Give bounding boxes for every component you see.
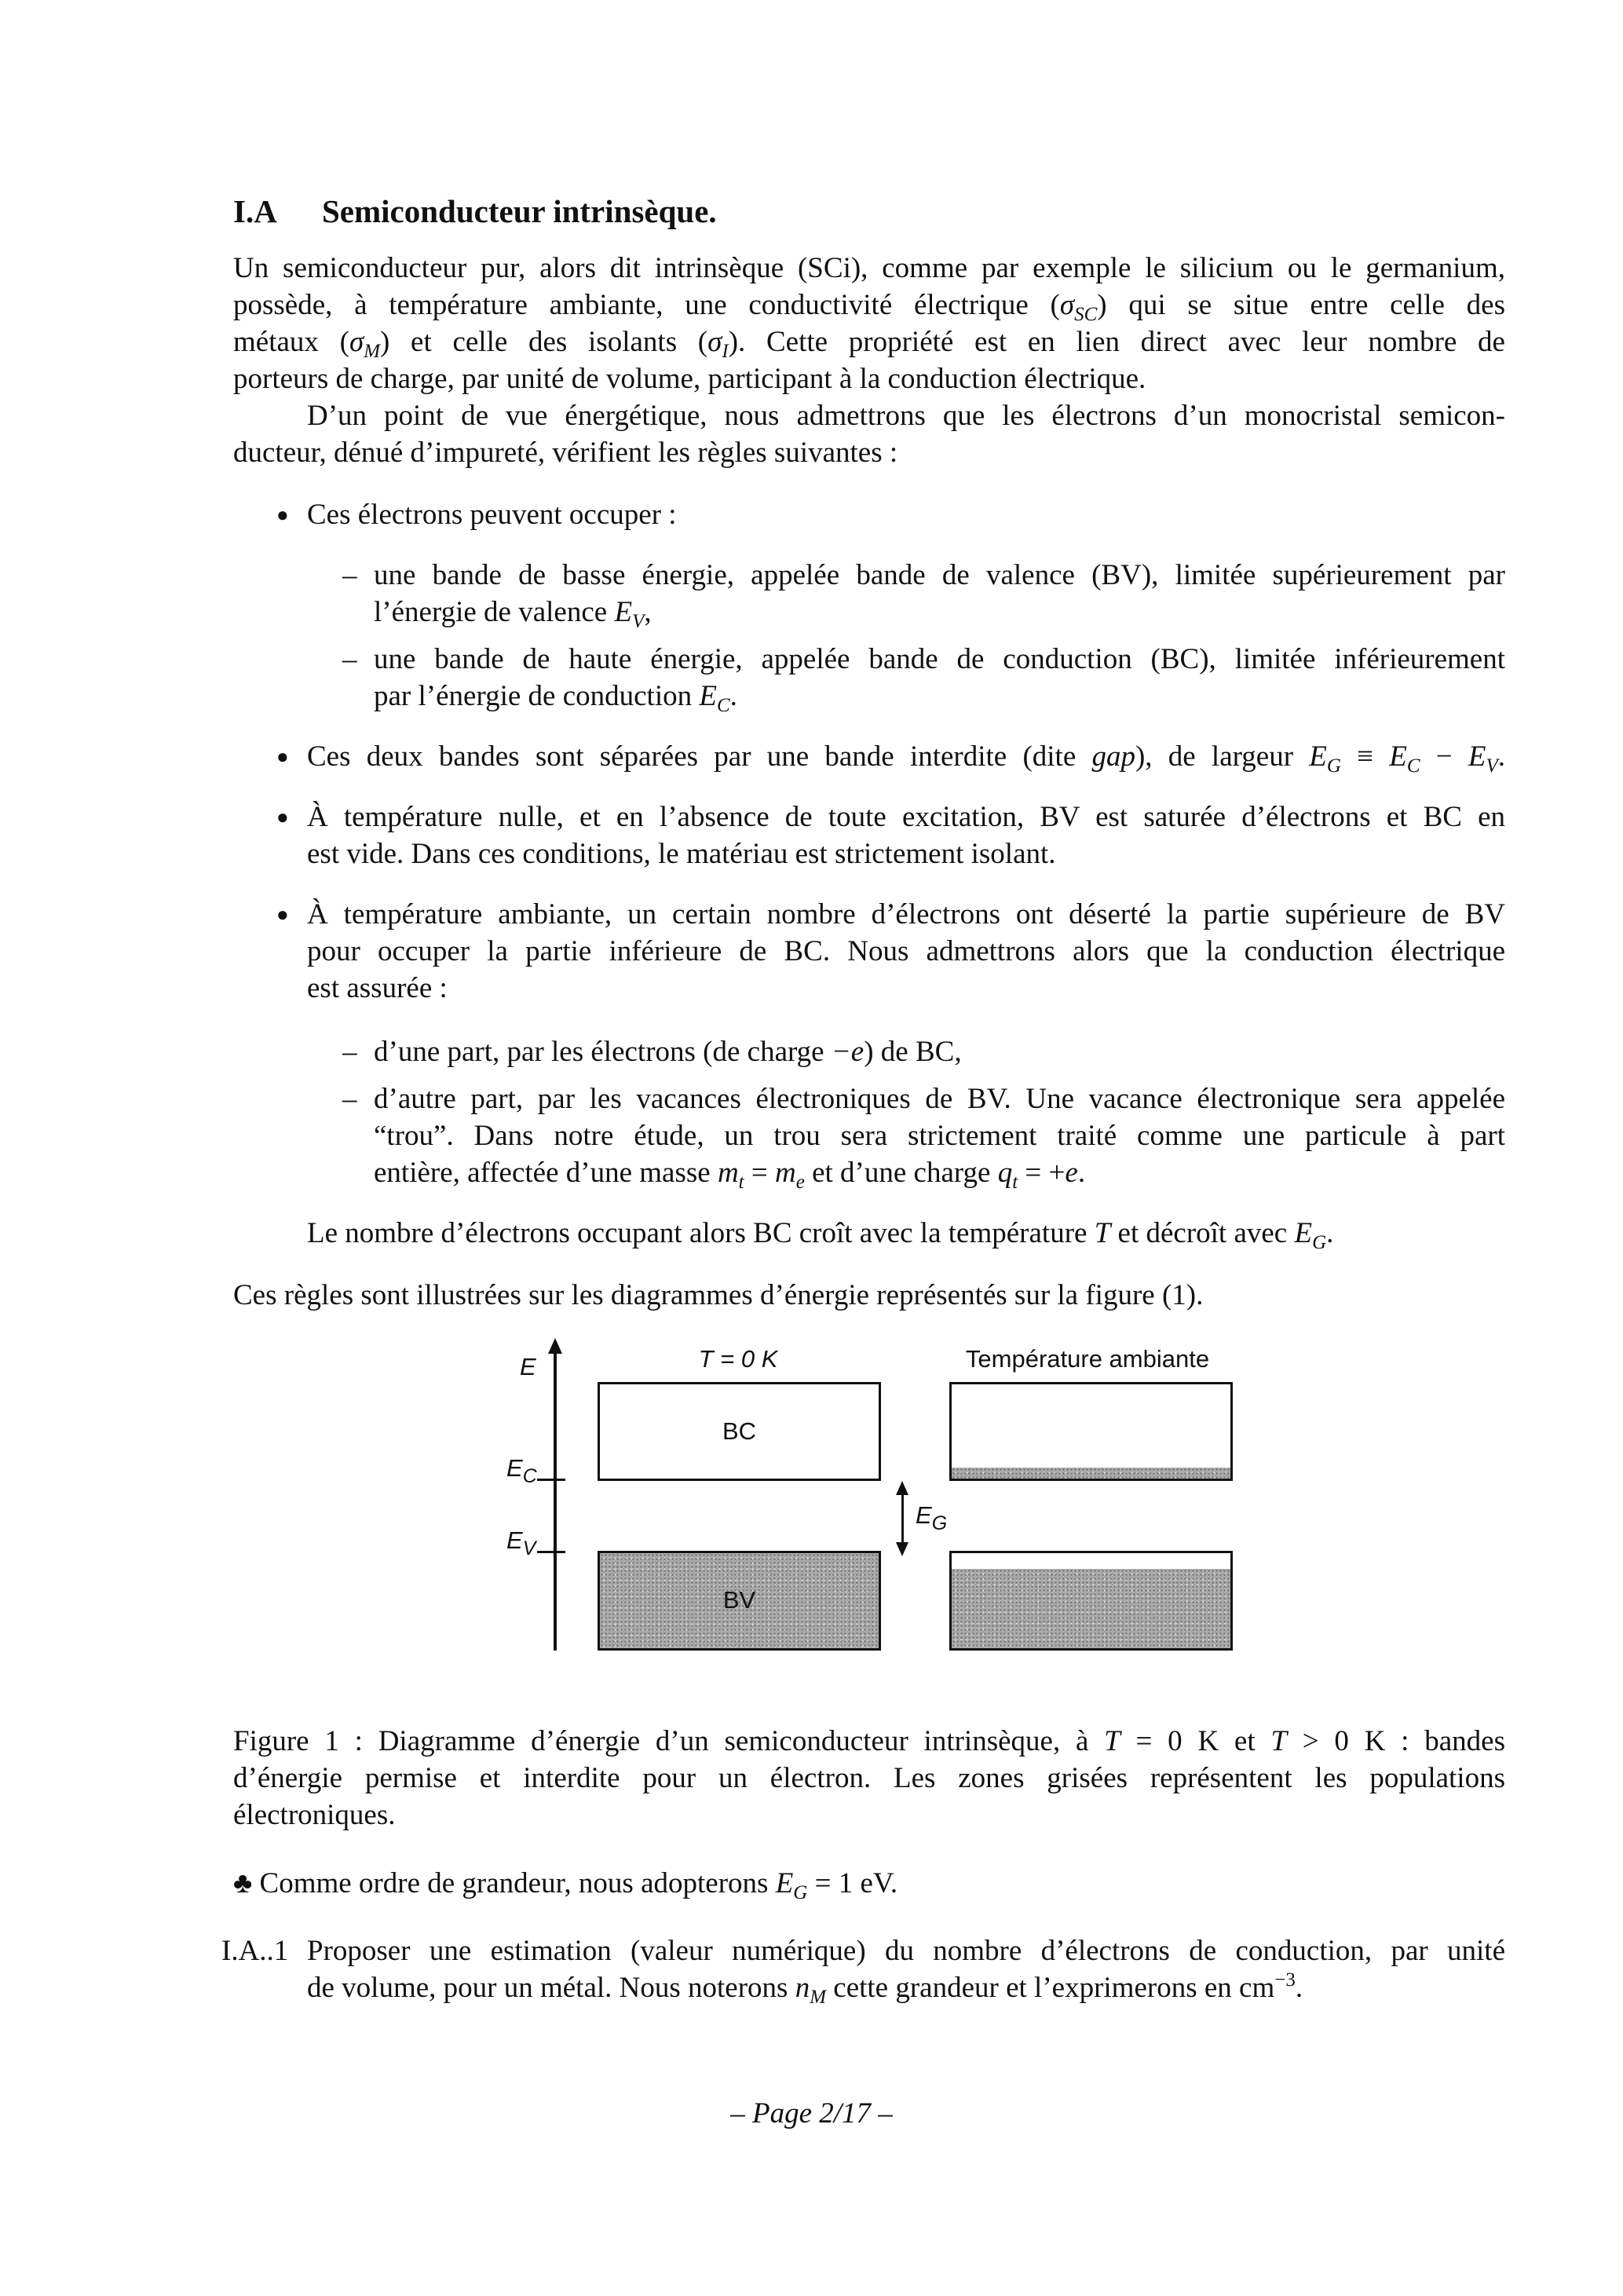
- figure-caption: [233, 1759, 1505, 1798]
- text-run: Un semiconducteur pur, alors dit intrinsèque (SCi), comme par exemple le silicium ou le germanium,: [233, 252, 1505, 284]
- math-subscript: e: [795, 1172, 805, 1193]
- text-run: = 0 K et: [1120, 1725, 1271, 1757]
- ev-label: [506, 1526, 536, 1559]
- math-subscript: V: [632, 611, 645, 632]
- figure-caption: [233, 1722, 1505, 1761]
- text-run: ) qui se situe entre celle des: [1097, 289, 1505, 321]
- math-symbol: $E_G$: [1294, 1217, 1327, 1253]
- bv-band-t0: [598, 1551, 881, 1651]
- eg-label: [916, 1501, 948, 1534]
- paragraph-line: [233, 1276, 1505, 1315]
- dash-icon: –: [342, 1036, 357, 1068]
- math-symbol: $E_V$: [614, 596, 645, 632]
- text-run: = +: [1018, 1157, 1066, 1189]
- section-number: I.A: [233, 193, 277, 229]
- paragraph-line: [307, 1214, 1505, 1253]
- paragraph-line: [233, 249, 1505, 288]
- math-subscript: G: [1312, 1232, 1327, 1253]
- math-subscript: t: [1012, 1172, 1018, 1193]
- bullet-icon: ●: [276, 745, 289, 768]
- math-symbol: $E_C$: [506, 1454, 537, 1487]
- text-run: électroniques.: [233, 1799, 396, 1831]
- text-run: par l’énergie de conduction: [374, 680, 700, 712]
- text-run: ducteur, dénué d’impureté, vérifient les règles suivantes :: [233, 437, 898, 469]
- page-number: – Page 2/17 –: [730, 2097, 893, 2130]
- energy-axis: [554, 1347, 557, 1651]
- bv-electron-population: [952, 1569, 1230, 1648]
- question-text: [307, 1932, 1505, 1971]
- math-symbol: −e: [831, 1036, 865, 1068]
- section-heading: [233, 190, 717, 232]
- math-subscript: M: [810, 1987, 827, 2008]
- bv-label: BV: [722, 1586, 756, 1614]
- math-symbol: $\sigma_{SC}$: [1059, 289, 1098, 325]
- math-subscript: t: [738, 1172, 744, 1193]
- text-run: métaux (: [233, 326, 349, 358]
- list-item: [307, 895, 1505, 934]
- text-run: ,: [644, 596, 652, 628]
- text-run: et d’une charge: [804, 1157, 998, 1189]
- text-run: d’énergie permise et interdite pour un électron. Les zones grisées représentent les populations: [233, 1762, 1505, 1794]
- text-run: −: [1420, 740, 1468, 773]
- math-symbol: $E_G$: [1309, 740, 1341, 777]
- math-symbol: $m_t$: [717, 1157, 744, 1193]
- list-item: [307, 798, 1505, 837]
- text-run: ) de BC,: [864, 1036, 962, 1068]
- text-run: d’autre part, par les vacances électroniques de BV. Une vacance électronique sera appelée: [374, 1083, 1505, 1115]
- bc-label: BC: [722, 1417, 757, 1445]
- text-run: ) et celle des isolants (: [380, 326, 708, 358]
- sublist-item: [374, 556, 1505, 595]
- text-run: ). Cette propriété est en lien direct avec leur nombre de: [728, 326, 1505, 358]
- text-run: et décroît avec: [1110, 1217, 1295, 1249]
- math-subscript: G: [931, 1512, 948, 1534]
- text-run: est assurée :: [307, 972, 448, 1004]
- text-run: pour occuper la partie inférieure de BC. Nous admettrons alors que la conduction électrique: [307, 935, 1505, 967]
- math-subscript: V: [1486, 755, 1498, 777]
- bullet-icon: ●: [276, 903, 289, 926]
- text-run: porteurs de charge, par unité de volume, participant à la conduction électrique.: [233, 363, 1146, 395]
- text-run: .: [1326, 1217, 1334, 1249]
- eg-arrow-down-icon: [896, 1542, 908, 1556]
- bullet-icon: ●: [276, 503, 289, 526]
- list-item: [307, 932, 1505, 971]
- math-subscript: M: [364, 341, 381, 362]
- text-run: = 1 eV.: [807, 1867, 898, 1899]
- bv-band-ambient: [949, 1551, 1233, 1651]
- superscript: −3: [1274, 1969, 1296, 1991]
- text-run: de volume, pour un métal. Nous noterons: [307, 1972, 795, 2004]
- math-symbol: $n_M$: [795, 1972, 827, 2008]
- text-run: entière, affectée d’une masse: [374, 1157, 718, 1189]
- paragraph-line: [307, 397, 1505, 436]
- text-run: Proposer une estimation (valeur numérique) du nombre d’électrons de conduction, par unité: [307, 1935, 1505, 1967]
- bc-band-ambient: [949, 1382, 1233, 1481]
- ec-tick: [537, 1479, 565, 1481]
- text-run: À température nulle, et en l’absence de toute excitation, BV est saturée d’électrons et BC en: [307, 801, 1505, 833]
- paragraph-line: [233, 286, 1505, 325]
- paragraph-line: [233, 360, 1505, 399]
- paragraph-line: [233, 323, 1505, 362]
- title-t0: T = 0 K: [698, 1345, 778, 1373]
- text-run: “trou”. Dans notre étude, un trou sera strictement traité comme une particule à part: [374, 1120, 1505, 1152]
- italic-text: gap: [1091, 740, 1135, 773]
- text-run: .: [729, 680, 737, 712]
- bc-band-t0: [598, 1382, 881, 1481]
- paragraph-line: [233, 433, 1505, 473]
- math-symbol: e: [1065, 1157, 1078, 1189]
- text-run: ), de largeur: [1135, 740, 1310, 773]
- text-run: Ces deux bandes sont séparées par une bande interdite (dite: [307, 740, 1092, 773]
- math-subscript: I: [722, 341, 729, 362]
- math-symbol: $q_t$: [997, 1157, 1018, 1193]
- section-title: Semiconducteur intrinsèque.: [322, 193, 717, 229]
- math-subscript: V: [522, 1537, 536, 1559]
- text-run: À température ambiante, un certain nombre d’électrons ont déserté la partie supérieure de BV: [307, 898, 1505, 930]
- math-symbol: T: [1094, 1217, 1111, 1249]
- list-item: [307, 737, 1505, 777]
- ev-tick: [537, 1551, 565, 1553]
- sublist-item: [374, 1117, 1505, 1156]
- dash-icon: –: [342, 643, 357, 675]
- math-symbol: $E_C$: [699, 680, 730, 716]
- text-run: Ces règles sont illustrées sur les diagrammes d’énergie représentés sur la figure (1).: [233, 1279, 1204, 1311]
- text-run: D’un point de vue énergétique, nous admettrons que les électrons d’un monocristal semicon-: [307, 400, 1505, 432]
- sublist-item: [374, 1033, 1505, 1072]
- question-text: [307, 1969, 1505, 2008]
- math-symbol: $E_V$: [1468, 740, 1498, 777]
- text-run: une bande de basse énergie, appelée bande de valence (BV), limitée supérieurement par: [374, 559, 1505, 591]
- text-run: est vide. Dans ces conditions, le matériau est strictement isolant.: [307, 838, 1056, 870]
- math-symbol: $m_e$: [775, 1157, 805, 1193]
- text-run: > 0 K : bandes: [1287, 1725, 1505, 1757]
- text-run: d’une part, par les électrons (de charge: [374, 1036, 832, 1068]
- question-label: I.A..1: [221, 1935, 289, 1967]
- math-subscript: C: [1406, 755, 1420, 777]
- text-run: ≡: [1340, 740, 1390, 773]
- text-run: .: [1077, 1157, 1086, 1189]
- math-subscript: G: [1326, 755, 1341, 777]
- text-run: possède, à température ambiante, une conductivité électrique (: [233, 289, 1060, 321]
- math-symbol: $E_G$: [775, 1867, 808, 1903]
- list-item: [307, 835, 1505, 874]
- dash-icon: –: [342, 559, 357, 591]
- title-ambient: Température ambiante: [965, 1345, 1210, 1373]
- ec-label: [506, 1454, 537, 1487]
- math-symbol: T: [1104, 1725, 1120, 1757]
- math-subscript: C: [716, 695, 730, 716]
- math-subscript: G: [793, 1882, 808, 1903]
- math-subscript: C: [522, 1465, 537, 1487]
- text-run: =: [744, 1157, 775, 1189]
- list-item: [307, 495, 1505, 535]
- text-run: Figure 1 : Diagramme d’énergie d’un semiconducteur intrinsèque, à: [233, 1725, 1105, 1757]
- math-symbol: T: [1270, 1725, 1287, 1757]
- text-run: l’énergie de valence: [374, 596, 615, 628]
- text-run: Ces électrons peuvent occuper :: [307, 499, 677, 531]
- text-run: Le nombre d’électrons occupant alors BC croît avec la température: [307, 1217, 1095, 1249]
- sublist-item: [374, 1153, 1505, 1193]
- bullet-icon: ●: [276, 806, 289, 828]
- sublist-item: [374, 593, 1505, 632]
- bc-electron-population: [952, 1468, 1230, 1479]
- math-symbol: $\sigma_I$: [707, 326, 729, 362]
- axis-label-e: E: [520, 1353, 536, 1380]
- eg-arrow: [901, 1492, 904, 1544]
- text-run: une bande de haute énergie, appelée bande de conduction (BC), limitée inférieurement: [374, 643, 1505, 675]
- math-symbol: $\sigma_M$: [349, 326, 381, 362]
- sublist-item: [374, 677, 1505, 716]
- figure-caption: [233, 1796, 1505, 1835]
- text-run: .: [1295, 1972, 1303, 2004]
- math-symbol: $E_V$: [506, 1526, 536, 1559]
- text-run: cette grandeur et l’exprimerons en cm: [826, 1972, 1275, 2004]
- math-symbol: $E_G$: [916, 1501, 948, 1534]
- list-item: [307, 969, 1505, 1008]
- math-symbol: $E_C$: [1389, 740, 1420, 777]
- text-run: .: [1497, 740, 1505, 773]
- dash-icon: –: [342, 1083, 357, 1115]
- order-of-magnitude-note: [233, 1864, 1505, 1903]
- math-subscript: SC: [1074, 304, 1098, 325]
- sublist-item: [374, 640, 1505, 679]
- text-run: ♣ Comme ordre de grandeur, nous adopterons: [233, 1867, 776, 1899]
- sublist-item: [374, 1080, 1505, 1119]
